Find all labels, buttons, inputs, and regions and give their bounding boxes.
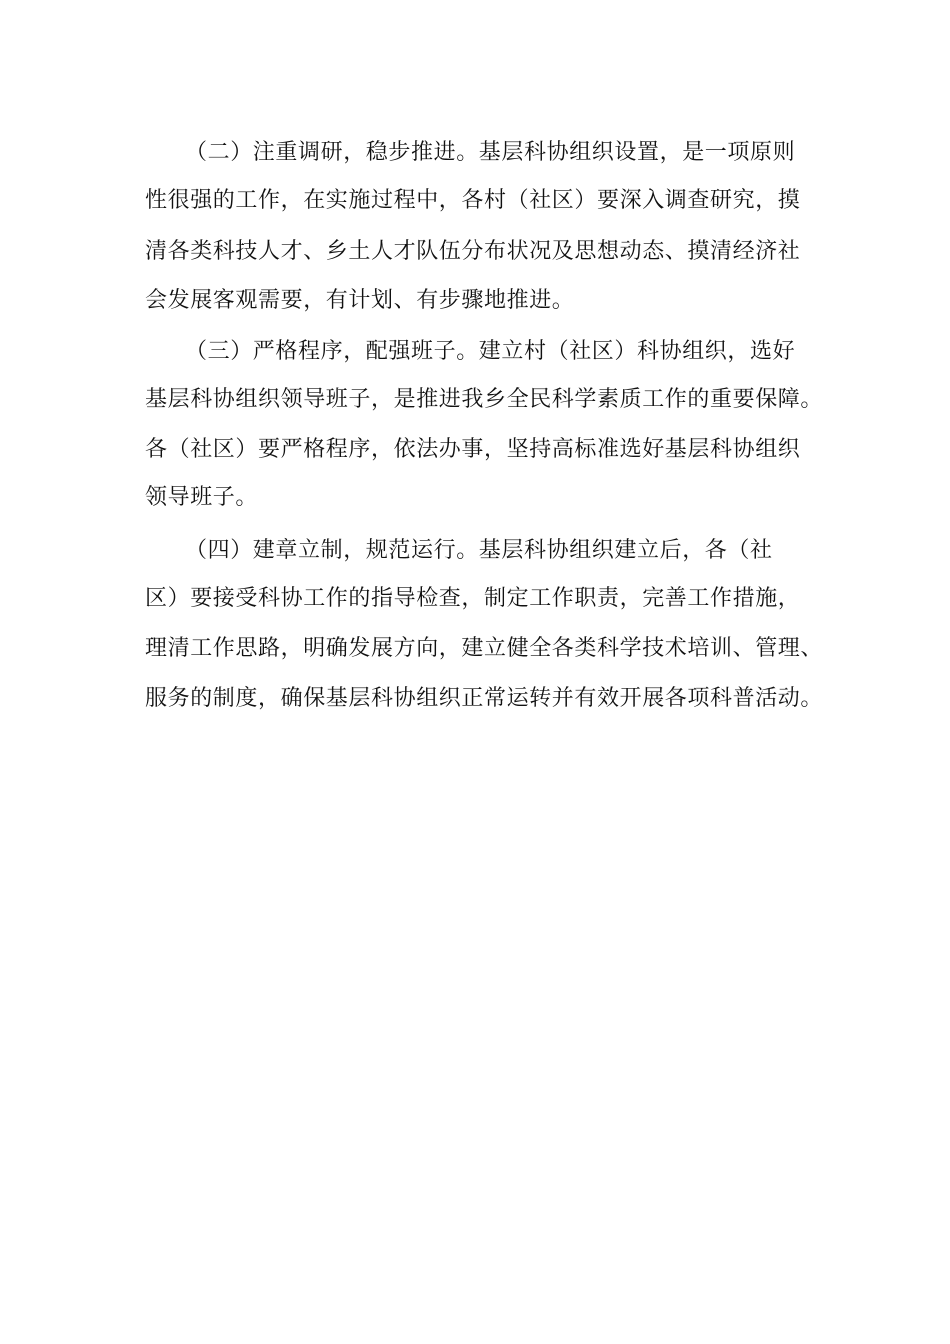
paragraph-4-line-3: 理清工作思路，明确发展方向，建立健全各类科学技术培训、管理、 <box>145 636 824 661</box>
paragraph-3-line-4: 领导班子。 <box>145 485 259 510</box>
paragraph-4-line-1: （四）建章立制，规范运行。基层科协组织建立后，各（社 <box>185 538 773 563</box>
paragraph-4-line-4: 服务的制度，确保基层科协组织正常运转并有效开展各项科普活动。 <box>145 686 824 711</box>
paragraph-2-line-1: （二）注重调研，稳步推进。基层科协组织设置，是一项原则 <box>185 140 796 165</box>
paragraph-3-line-1: （三）严格程序，配强班子。建立村（社区）科协组织，选好 <box>185 339 796 364</box>
paragraph-2-line-4: 会发展客观需要，有计划、有步骤地推进。 <box>145 288 575 313</box>
paragraph-2-line-3: 清各类科技人才、乡土人才队伍分布状况及思想动态、摸清经济社 <box>145 239 801 264</box>
paragraph-4-line-2: 区）要接受科协工作的指导检查，制定工作职责，完善工作措施， <box>145 586 801 611</box>
paragraph-2-line-2: 性很强的工作，在实施过程中，各村（社区）要深入调查研究，摸 <box>145 188 801 213</box>
paragraph-3-line-2: 基层科协组织领导班子，是推进我乡全民科学素质工作的重要保障。 <box>145 387 824 412</box>
paragraph-3-line-3: 各（社区）要严格程序，依法办事，坚持高标准选好基层科协组织 <box>145 437 801 462</box>
